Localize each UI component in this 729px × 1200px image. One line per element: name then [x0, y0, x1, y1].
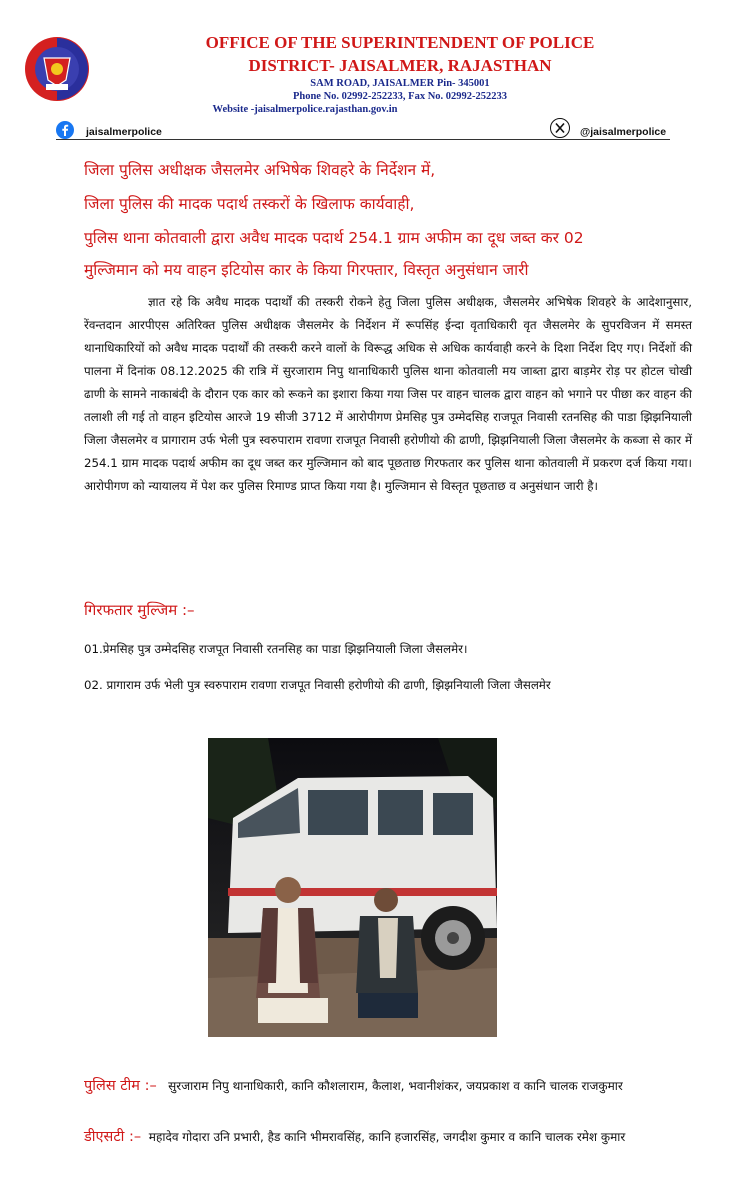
- police-logo-icon: [24, 36, 90, 102]
- headline-line-1: जिला पुलिस अधीक्षक जैसलमेर अभिषेक शिवहरे के निर्देशन में,: [84, 161, 436, 179]
- social-row: [56, 118, 670, 148]
- header-divider: [56, 139, 670, 140]
- x-handle[interactable]: @jaisalmerpolice: [580, 126, 667, 138]
- office-title: OFFICE OF THE SUPERINTENDENT OF POLICE: [205, 33, 595, 52]
- arrest-photo: [208, 738, 497, 1037]
- headline-line-3: पुलिस थाना कोतवाली द्वारा अवैध मादक पदार्थ 254.1 ग्राम अफीम का दूध जब्त कर 02: [84, 229, 584, 247]
- dst-team: [84, 1126, 694, 1148]
- dst-team-members: महादेव गोदारा उनि प्रभारी, हैड कानि भीमरावसिंह, कानि हजारसिंह, जगदीश कुमार व कानि चालक रमेश कुमार: [148, 1130, 626, 1144]
- facebook-handle[interactable]: jaisalmerpolice: [86, 126, 162, 138]
- arrested-heading: गिरफतार मुल्जिम :–: [84, 601, 195, 619]
- headline-line-2: जिला पुलिस की मादक पदार्थ तस्करों के खिलाफ कार्यवाही,: [84, 195, 415, 213]
- police-team-members: सुरजाराम निपु थानाधिकारी, कानि कौशलाराम, कैलाश, भवानीशंकर, जयप्रकाश व कानि चालक राजकुमार: [168, 1079, 623, 1093]
- x-icon[interactable]: [550, 118, 570, 138]
- police-team-label: पुलिस टीम :–: [84, 1078, 157, 1094]
- facebook-icon[interactable]: [56, 121, 74, 139]
- accused-item-2: 02. प्रागाराम उर्फ भेली पुत्र स्वरुपाराम रावणा राजपूत निवासी हरोणीयो की ढाणी, झिझनियाली जिला जैसलमेर: [84, 678, 551, 692]
- office-website[interactable]: Website -jaisalmerpolice.rajasthan.gov.in: [212, 104, 398, 115]
- headline-line-4: मुल्जिमान को मय वाहन इटियोस कार के किया गिरफ्तार, विस्तृत अनुसंधान जारी: [84, 261, 529, 279]
- accused-item-1: 01.प्रेमसिह पुत्र उम्मेदसिह राजपूत निवासी रतनसिह का पाडा झिझनियाली जिला जैसलमेर।: [84, 642, 468, 656]
- police-team: [84, 1075, 694, 1097]
- press-release-body: ज्ञात रहे कि अवैध मादक पदार्थों की तस्करी रोकने हेतु जिला पुलिस अधीक्षक, जैसलमेर अभिषेक शिवहरे के आदेशानुसार, रेंवन्तदान आरपीएस अतिरिक्त पुलिस अधीक्षक जैसलमेर के निर्देशन में रूपसिंह ईन्दा वृताधिकारी वृत जैसलमेर के सुपरविजन में समस्त थानाधिकारियों को अवैध मादक पदार्थों की तस्करी करने वालों के विरूद्ध अधिक से अधिक कार्यवाही करने के दिशा निर्देश दिए गए। निर्देशों की पालना में दिनांक 08.12.2025 की रात्रि में सुरजाराम निपु थानाधिकारी पुलिस थाना कोतवाली मय जाब्ता द्वारा बाड़मेर रोड़ पर होटल चोखी ढाणी के सामने नाकाबंदी के दौरान एक कार को रूकने का इशारा किया गया जिस पर वाहन चालक द्वारा वाहन को भगाने पर पीछा कर वाहन की तलाशी ली गई तो वाहन इटियोस आरजे 19 सीजी 3712 में आरोपीगण प्रेमसिह पुत्र उम्मेदसिह राजपूत निवासी रतनसिह की पाडा झिझनियाली जिला जैसलमेर व प्रागाराम उर्फ भेली पुत्र स्वरुपाराम रावणा राजपूत निवासी हरोणीयो की ढाणी, झिझनियाली जिला जैसलमेर के कब्जा से कार में 254.1 ग्राम मादक पदार्थ अफीम का दूध जब्त कर मुल्जिमान को बाद पूछताछ गिरफतार कर पुलिस थाना कोतवाली में प्रकरण दर्ज किया गया। आरोपीगण को न्यायालय में पेश कर पुलिस रिमाण्ड प्राप्त किया गया है। मुल्जिमान से विस्तृत पूछताछ व अनुसंधान जारी है।: [84, 295, 692, 493]
- office-phone: Phone No. 02992-252233, Fax No. 02992-252233: [292, 91, 508, 102]
- office-address: SAM ROAD, JAISALMER Pin- 345001: [310, 78, 490, 89]
- dst-team-label: डीएसटी :–: [84, 1129, 142, 1145]
- district-title: DISTRICT- JAISALMER, RAJASTHAN: [248, 56, 552, 75]
